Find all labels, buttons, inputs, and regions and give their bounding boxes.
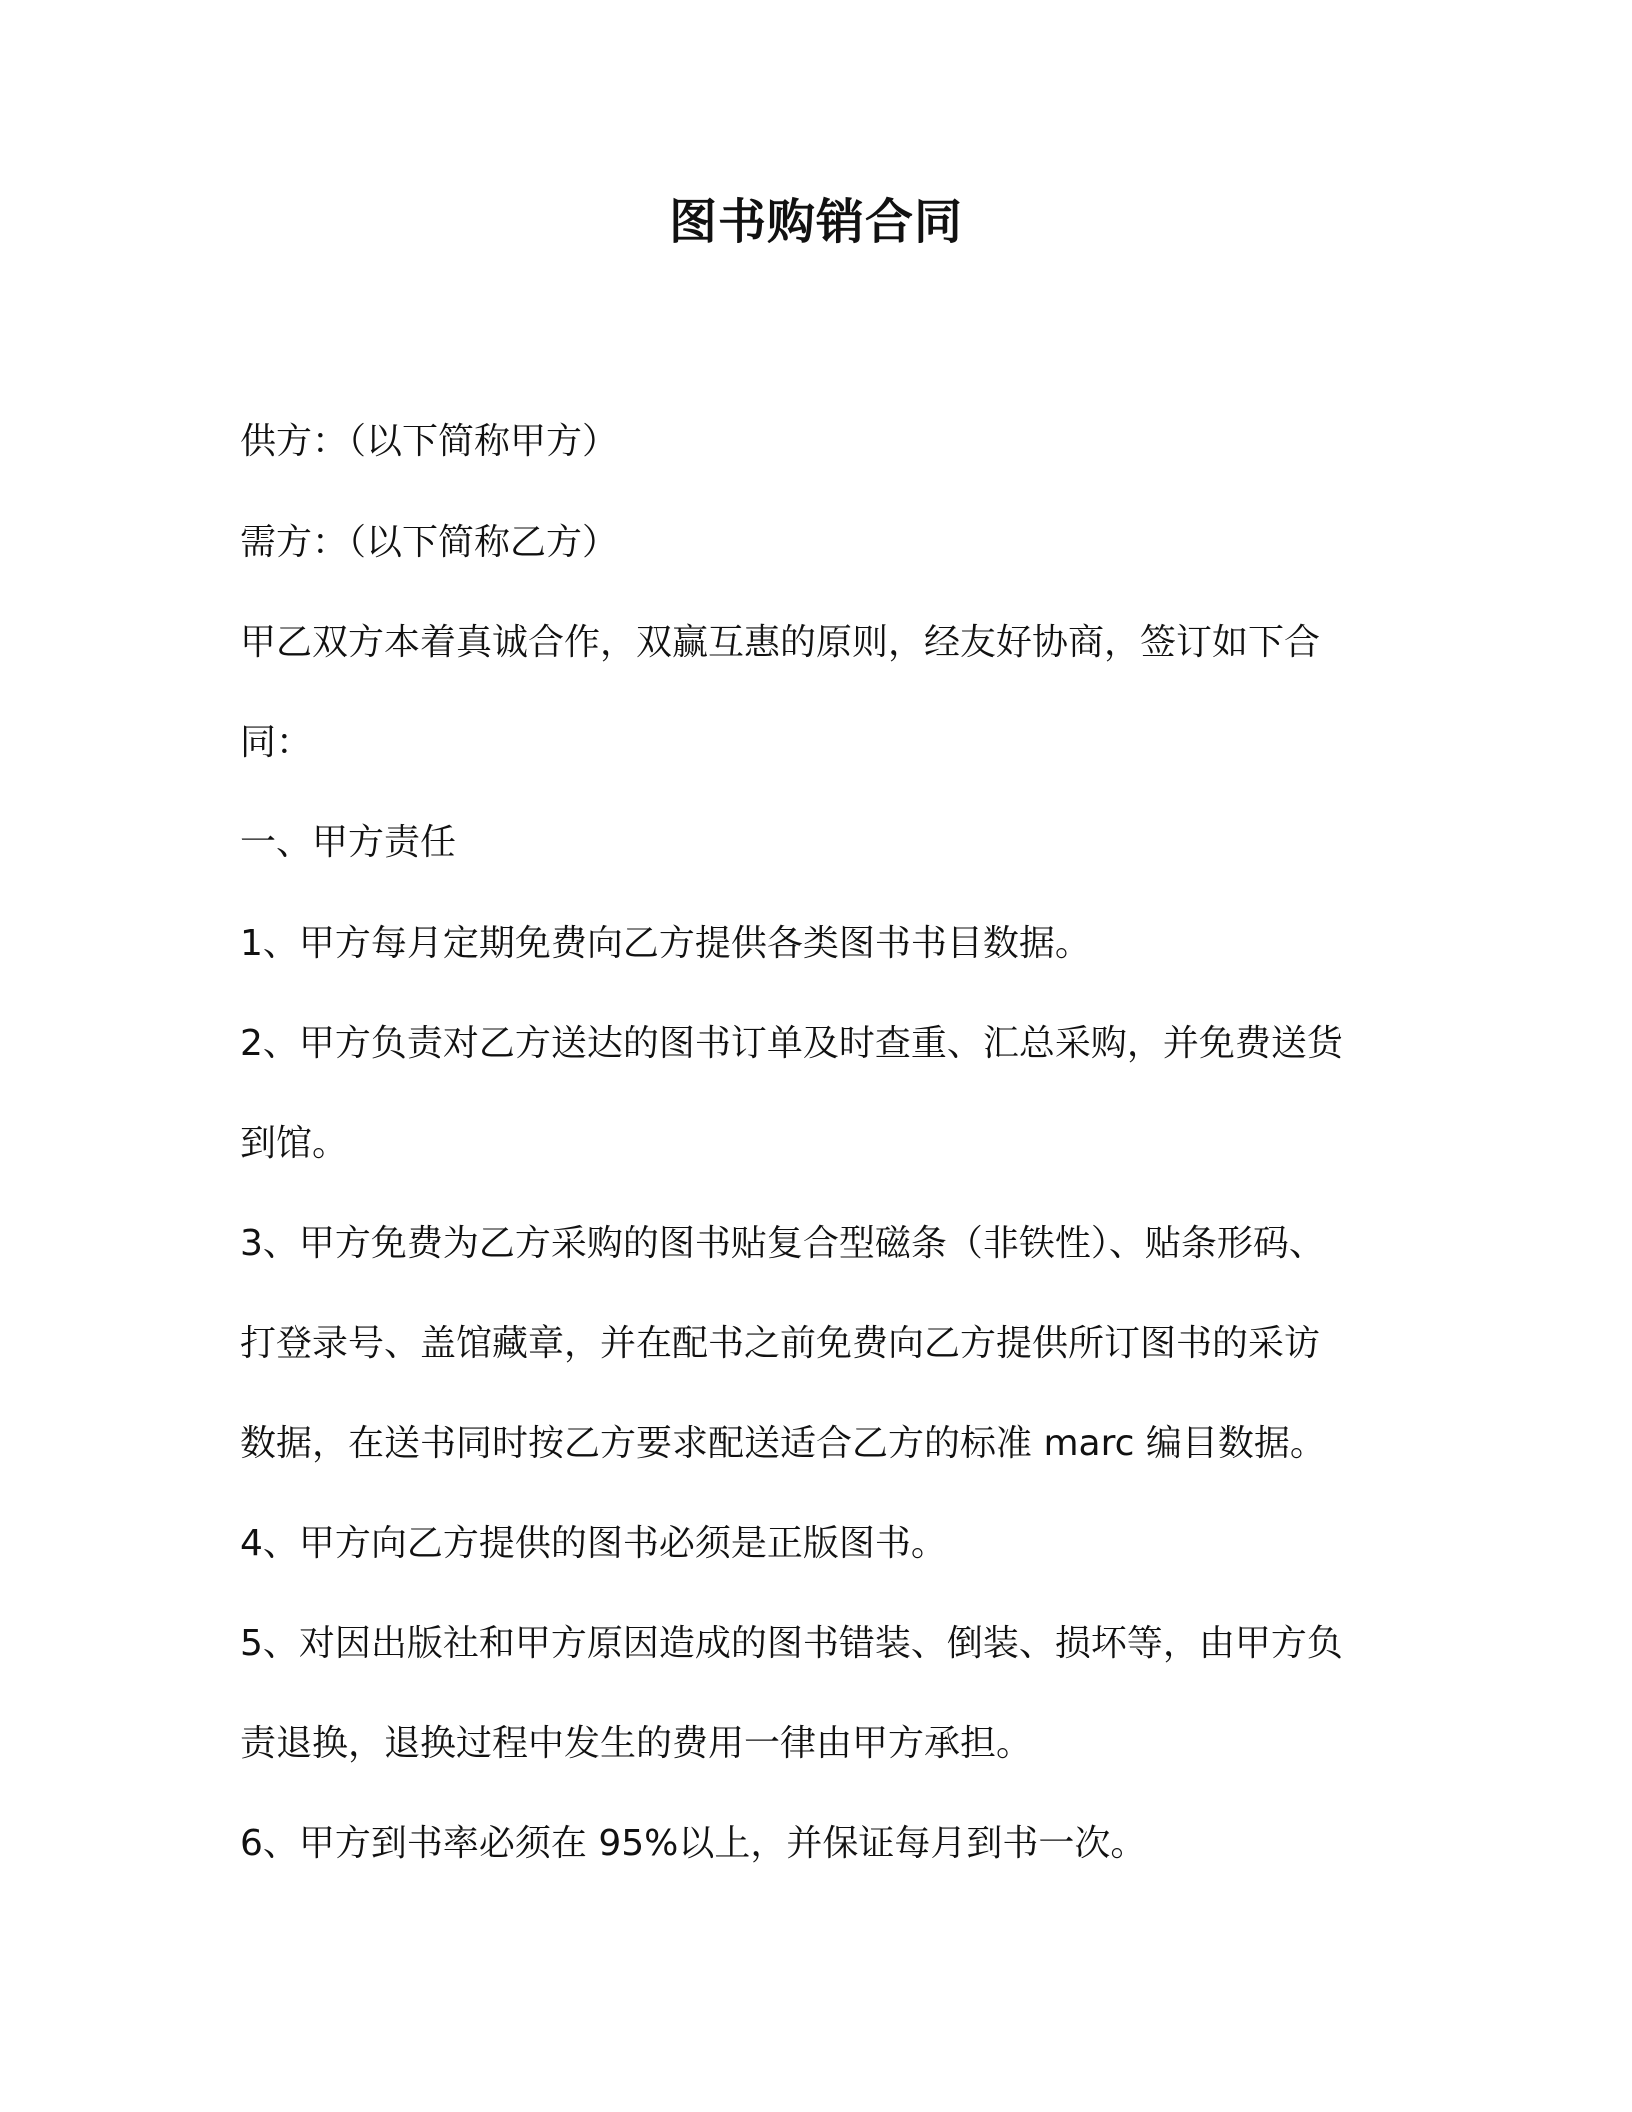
intro-line-2: 同： bbox=[240, 722, 313, 763]
clause-4: 4、甲方向乙方提供的图书必须是正版图书。 bbox=[240, 1523, 947, 1564]
clause-3-line-3: 数据，在送书同时按乙方要求配送适合乙方的标准 marc 编目数据。 bbox=[240, 1423, 1326, 1464]
clause-3-line-1: 3、甲方免费为乙方采购的图书贴复合型磁条（非铁性）、贴条形码、 bbox=[240, 1223, 1325, 1264]
intro-line-1: 甲乙双方本着真诚合作，双赢互惠的原则，经友好协商，签订如下合 bbox=[240, 622, 1321, 663]
clause-1: 1、甲方每月定期免费向乙方提供各类图书书目数据。 bbox=[240, 923, 1091, 964]
clause-3-line-2: 打登录号、盖馆藏章，并在配书之前免费向乙方提供所订图书的采访 bbox=[240, 1323, 1321, 1364]
buyer-line: 需方：（以下简称乙方） bbox=[240, 522, 619, 563]
clause-6: 6、甲方到书率必须在 95%以上，并保证每月到书一次。 bbox=[240, 1823, 1147, 1864]
clause-5-line-1: 5、对因出版社和甲方原因造成的图书错装、倒装、损坏等，由甲方负 bbox=[240, 1623, 1343, 1664]
clause-2-line-2: 到馆。 bbox=[240, 1123, 349, 1164]
supplier-line: 供方：（以下简称甲方） bbox=[240, 421, 619, 462]
clause-2-line-1: 2、甲方负责对乙方送达的图书订单及时查重、汇总采购，并免费送货 bbox=[240, 1023, 1343, 1064]
clause-5-line-2: 责退换，退换过程中发生的费用一律由甲方承担。 bbox=[240, 1723, 1033, 1764]
section-heading-party-a: 一、甲方责任 bbox=[240, 822, 457, 863]
document-title: 图书购销合同 bbox=[668, 194, 963, 250]
